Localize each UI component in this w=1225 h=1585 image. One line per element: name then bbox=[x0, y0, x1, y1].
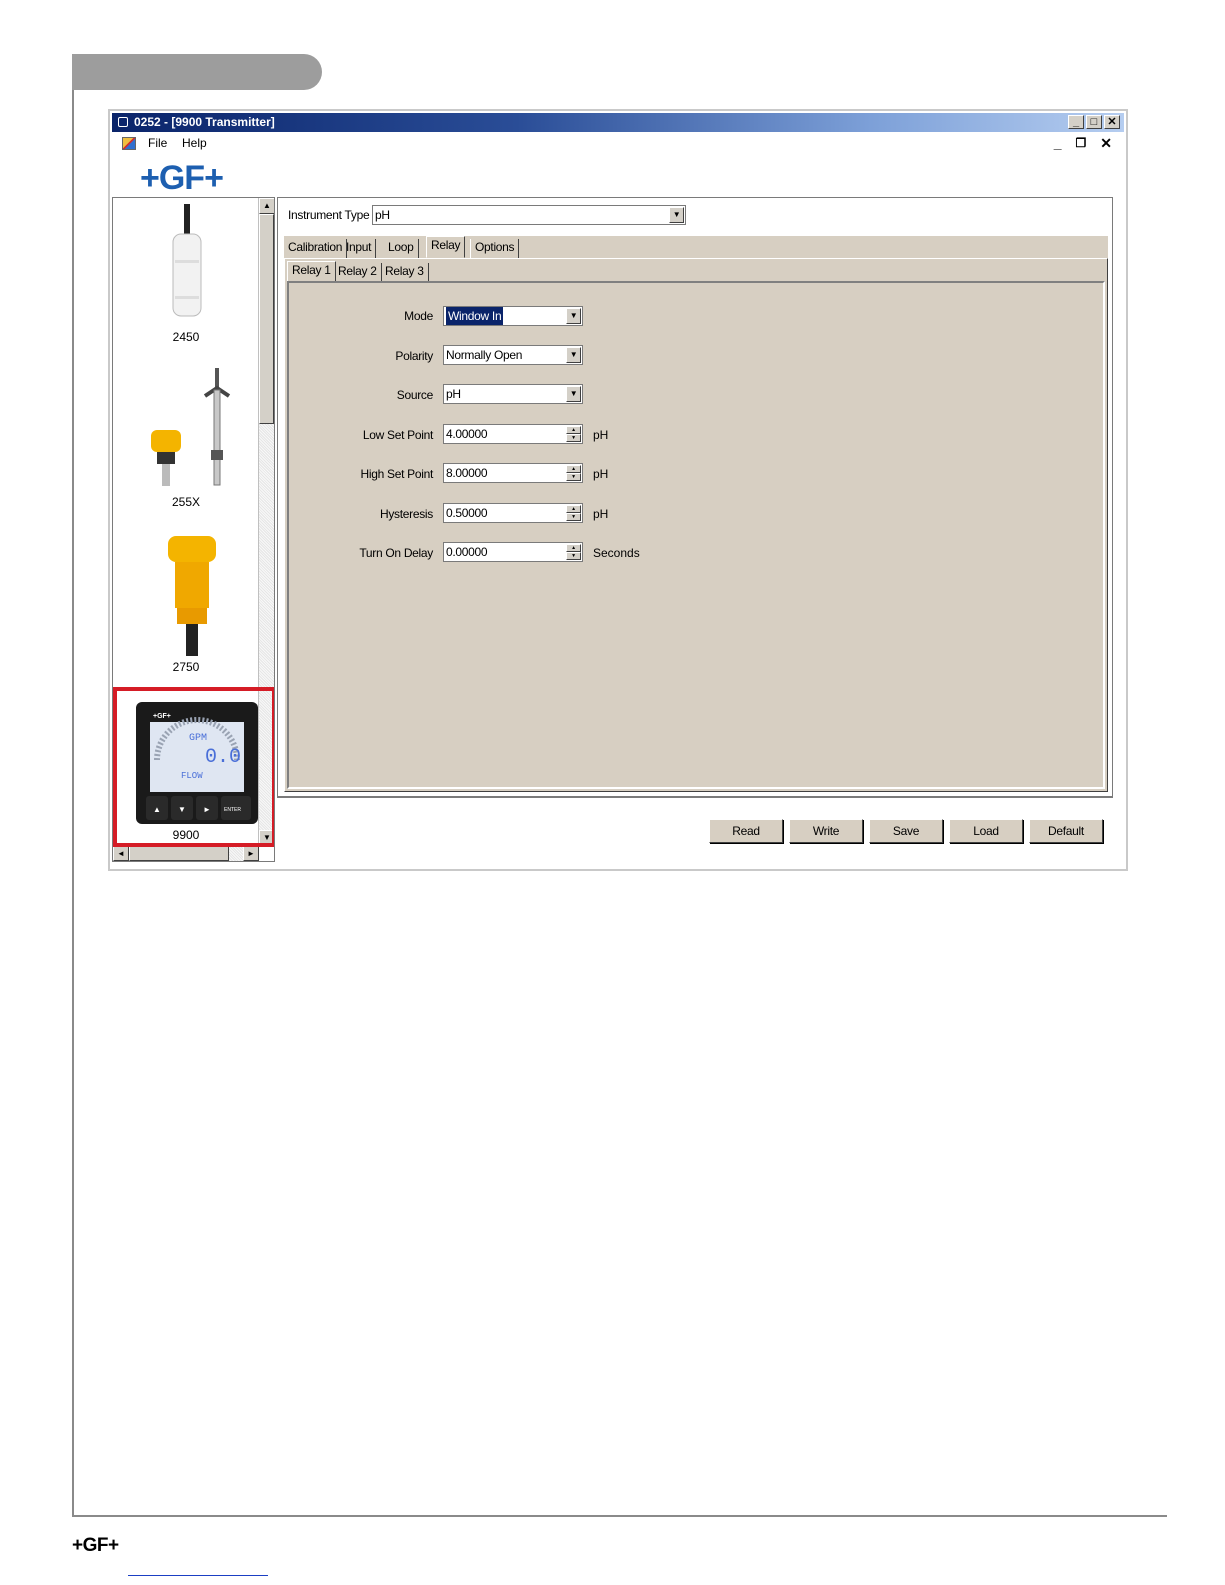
app-window bbox=[108, 109, 1128, 871]
subtab-relay-3[interactable]: Relay 3 bbox=[381, 263, 429, 282]
subtab-relay-2[interactable]: Relay 2 bbox=[334, 263, 382, 282]
display-value: 0.0 bbox=[205, 746, 242, 769]
hscroll-thumb[interactable] bbox=[129, 846, 229, 861]
source-select[interactable] bbox=[443, 384, 583, 404]
chevron-down-icon[interactable]: ▼ bbox=[566, 386, 581, 402]
device-label-9900: 9900 bbox=[172, 828, 200, 842]
scroll-down-icon[interactable]: ▼ bbox=[259, 830, 275, 846]
mdi-restore-button[interactable]: ❐ bbox=[1075, 136, 1087, 150]
chevron-down-icon[interactable]: ▼ bbox=[566, 347, 581, 363]
footer-logo: +GF+ bbox=[72, 1535, 119, 1556]
low-set-point-unit: pH bbox=[593, 428, 609, 442]
hysteresis-stepper[interactable] bbox=[443, 503, 583, 523]
sensor-2750-image bbox=[113, 534, 259, 659]
scroll-thumb[interactable] bbox=[259, 214, 274, 424]
device-label-2450: 2450 bbox=[172, 330, 200, 344]
save-button[interactable]: Save bbox=[869, 819, 943, 843]
device-label-255x: 255X bbox=[171, 495, 201, 509]
sensor-255x-image bbox=[113, 368, 259, 493]
instrument-type-value: pH bbox=[375, 208, 390, 222]
source-label: Source bbox=[396, 388, 433, 402]
turn-on-delay-stepper[interactable] bbox=[443, 542, 583, 562]
spin-up-icon[interactable]: ▲ bbox=[566, 505, 581, 513]
low-set-point-stepper[interactable] bbox=[443, 424, 583, 444]
read-button[interactable]: Read bbox=[709, 819, 783, 843]
polarity-value: Normally Open bbox=[446, 348, 523, 362]
title-bar[interactable] bbox=[112, 113, 1124, 132]
source-value: pH bbox=[446, 387, 461, 401]
document-icon[interactable] bbox=[122, 137, 136, 150]
maximize-button[interactable]: □ bbox=[1086, 115, 1102, 129]
scroll-left-icon[interactable]: ◄ bbox=[113, 846, 129, 861]
instrument-type-label: Instrument Type bbox=[288, 208, 370, 222]
device-2750[interactable] bbox=[113, 534, 259, 662]
spin-up-icon[interactable]: ▲ bbox=[566, 426, 581, 434]
load-button[interactable]: Load bbox=[949, 819, 1023, 843]
high-set-point-stepper[interactable] bbox=[443, 463, 583, 483]
device-label-2750: 2750 bbox=[172, 660, 200, 674]
polarity-select[interactable] bbox=[443, 345, 583, 365]
high-set-point-value: 8.00000 bbox=[446, 466, 488, 480]
chevron-down-icon[interactable]: ▼ bbox=[669, 207, 684, 223]
device-list bbox=[112, 197, 275, 862]
mdi-controls bbox=[1054, 133, 1112, 153]
hysteresis-unit: pH bbox=[593, 507, 609, 521]
close-button[interactable]: ✕ bbox=[1104, 115, 1120, 129]
spin-down-icon[interactable]: ▼ bbox=[566, 552, 581, 560]
scroll-right-icon[interactable]: ► bbox=[243, 846, 259, 861]
polarity-label: Polarity bbox=[395, 349, 433, 363]
hysteresis-value: 0.50000 bbox=[446, 506, 488, 520]
subtab-relay-1[interactable]: Relay 1 bbox=[287, 261, 336, 283]
tab-relay[interactable]: Relay bbox=[426, 236, 465, 258]
device-255x[interactable] bbox=[113, 368, 259, 496]
chevron-down-icon[interactable]: ▼ bbox=[566, 308, 581, 324]
relay-1-settings bbox=[287, 281, 1105, 789]
up-arrow-icon: ▲ bbox=[153, 805, 161, 814]
window-title: 0252 - [9900 Transmitter] bbox=[134, 115, 275, 129]
gf-logo: +GF+ bbox=[140, 159, 223, 197]
right-arrow-icon: ► bbox=[203, 805, 211, 814]
footer-link-underline bbox=[128, 1575, 268, 1576]
minimize-button[interactable]: _ bbox=[1068, 115, 1084, 129]
page-header-tab bbox=[72, 54, 322, 90]
spin-down-icon[interactable]: ▼ bbox=[566, 473, 581, 481]
spin-up-icon[interactable]: ▲ bbox=[566, 544, 581, 552]
relay-tab-content bbox=[284, 258, 1108, 792]
mode-select[interactable] bbox=[443, 306, 583, 326]
tab-calibration[interactable]: Calibration bbox=[284, 239, 347, 258]
spin-down-icon[interactable]: ▼ bbox=[566, 434, 581, 442]
menu-help[interactable]: Help bbox=[182, 136, 207, 150]
config-panel bbox=[277, 197, 1113, 797]
enter-key-label: ENTER bbox=[224, 807, 241, 813]
display-unit: GPM bbox=[189, 733, 208, 744]
selected-device-highlight bbox=[113, 687, 275, 847]
spin-up-icon[interactable]: ▲ bbox=[566, 465, 581, 473]
hysteresis-label: Hysteresis bbox=[379, 507, 433, 521]
device-list-horizontal-scrollbar[interactable] bbox=[113, 845, 259, 861]
action-bar bbox=[277, 797, 1113, 863]
device-2450[interactable] bbox=[113, 204, 259, 327]
low-set-point-label: Low Set Point bbox=[362, 428, 433, 442]
turn-on-delay-unit: Seconds bbox=[593, 546, 640, 560]
mdi-close-button[interactable]: ✕ bbox=[1100, 135, 1112, 151]
menu-bar bbox=[112, 133, 1124, 153]
main-tabs bbox=[284, 236, 1108, 258]
turn-on-delay-label: Turn On Delay bbox=[359, 546, 433, 560]
mode-label: Mode bbox=[404, 309, 433, 323]
spin-down-icon[interactable]: ▼ bbox=[566, 513, 581, 521]
menu-file[interactable]: File bbox=[148, 136, 168, 150]
high-set-point-unit: pH bbox=[593, 467, 609, 481]
high-set-point-label: High Set Point bbox=[360, 467, 433, 481]
down-arrow-icon: ▼ bbox=[178, 805, 186, 814]
instrument-type-select[interactable] bbox=[372, 205, 686, 225]
app-icon bbox=[118, 117, 128, 127]
scroll-up-icon[interactable]: ▲ bbox=[259, 198, 275, 214]
tab-input[interactable]: Input bbox=[342, 239, 376, 258]
turn-on-delay-value: 0.00000 bbox=[446, 545, 488, 559]
tab-options[interactable]: Options bbox=[470, 239, 519, 258]
tab-loop[interactable]: Loop bbox=[384, 239, 419, 258]
page-bottom-rule bbox=[72, 1515, 1167, 1517]
display-mode: FLOW bbox=[181, 771, 203, 781]
write-button[interactable]: Write bbox=[789, 819, 863, 843]
display-logo: +GF+ bbox=[153, 713, 171, 720]
window-controls bbox=[1068, 115, 1120, 129]
page-left-rule bbox=[72, 90, 74, 1517]
mdi-minimize-button[interactable]: _ bbox=[1053, 135, 1062, 151]
default-button[interactable]: Default bbox=[1029, 819, 1103, 843]
sensor-2450-image bbox=[113, 204, 259, 324]
mode-value: Window In bbox=[448, 309, 502, 323]
low-set-point-value: 4.00000 bbox=[446, 427, 488, 441]
